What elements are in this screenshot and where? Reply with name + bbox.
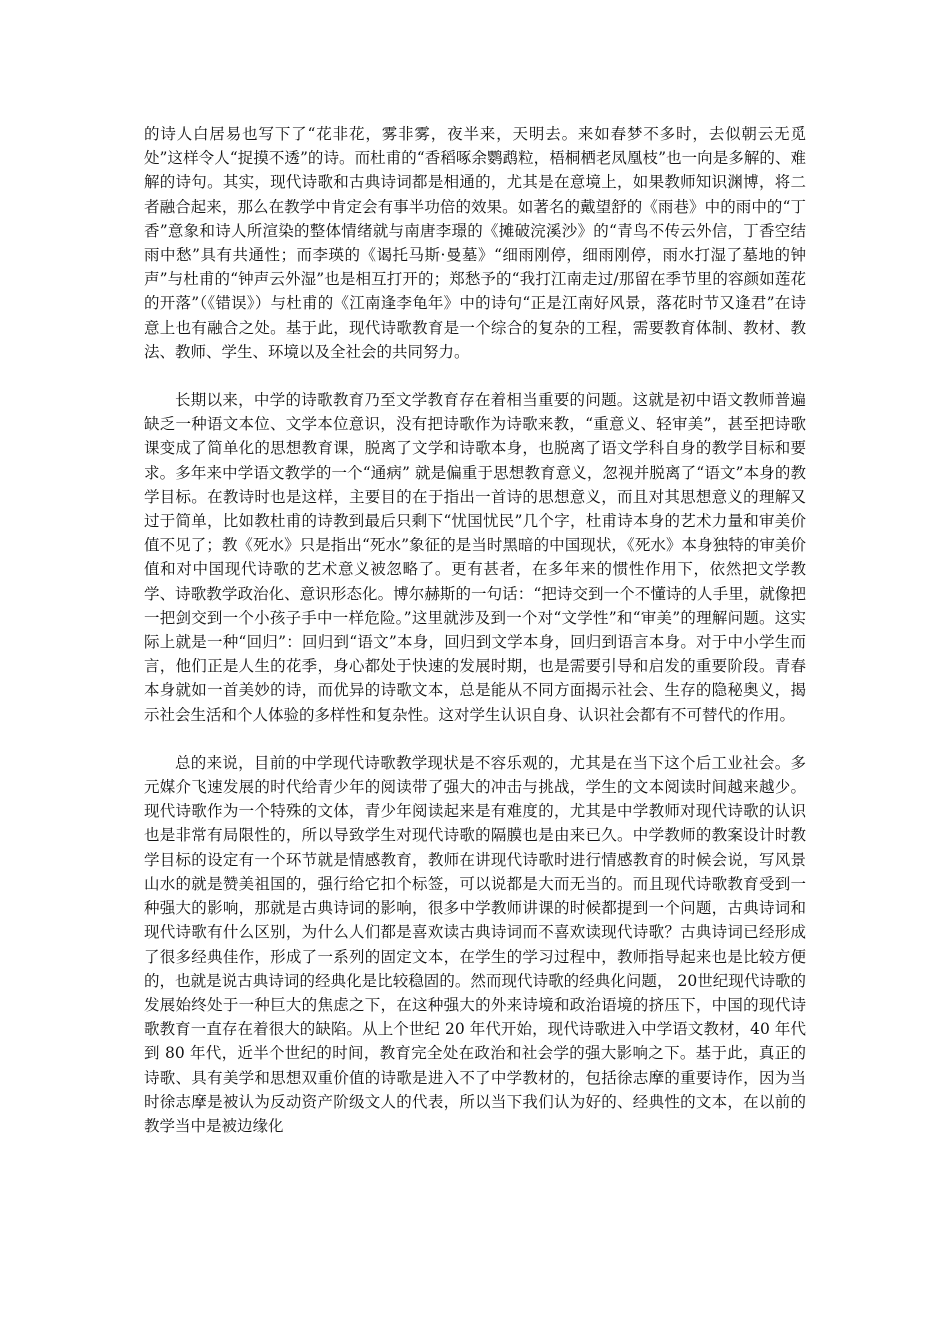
paragraph-1: 的诗人白居易也写下了“花非花，雾非雾，夜半来，天明去。来如春梦不多时，去似朝云无觅处”这样令人“捉摸不透”的诗。而杜甫的“香稻啄余鹦鹉粒，梧桐栖老凤凰枝”也一向是多解的、难解的诗句。其实，现代诗歌和古典诗词都是相通的，尤其是在意境上，如果教师知识渊博，将二者融合起来，那么在教学中肯定会有事半功倍的效果。如著名的戴望舒的《雨巷》中的雨中的“丁香”意象和诗人所渲染的整体情绪就与南唐李璟的《摊破浣溪沙》的“青鸟不传云外信，丁香空结雨中愁”具有共通性；而李瑛的《谒托马斯·曼墓》“细雨刚停，细雨刚停，雨水打湿了墓地的钟声”与杜甫的“钟声云外湿”也是相互打开的；郑愁予的“我打江南走过/那留在季节里的容颜如莲花的开落”（《错误》）与杜甫的《江南逢李龟年》中的诗句“正是江南好风景，落花时节又逢君”在诗意上也有融合之处。基于此，现代诗歌教育是一个综合的复杂的工程，需要教育体制、教材、教法、教师、学生、环境以及全社会的共同努力。 — [144, 125, 806, 361]
body-text — [144, 122, 806, 1138]
paragraph-3: 总的来说，目前的中学现代诗歌教学现状是不容乐观的，尤其是在当下这个后工业社会。多元媒介飞速发展的时代给青少年的阅读带了强大的冲击与挑战，学生的文本阅读时间越来越少。现代诗歌作为一个特殊的文体，青少年阅读起来是有难度的，尤其是中学教师对现代诗歌的认识也是非常有局限性的，所以导致学生对现代诗歌的隔膜也是由来已久。中学教师的教案设计时教学目标的设定有一个环节就是情感教育，教师在讲现代诗歌时进行情感教育的时候会说，写风景山水的就是赞美祖国的，强行给它扣个标签，可以说都是大而无当的。而且现代诗歌教育受到一种强大的影响，那就是古典诗词的影响，很多中学教师讲课的时候都提到一个问题，古典诗词和现代诗歌有什么区别，为什么人们都是喜欢读古典诗词而不喜欢读现代诗歌？古典诗词已经形成了很多经典佳作，形成了一系列的固定文本，在学生的学习过程中，教师指导起来也是比较方便的，也就是说古典诗词的经典化是比较稳固的。然而现代诗歌的经典化问题， 20世纪现代诗歌的发展始终处于一种巨大的焦虑之下，在这种强大的外来诗境和政治语境的挤压下，中国的现代诗歌教育一直存在着很大的缺陷。从上个世纪 20 年代开始，现代诗歌进入中学语文教材，40 年代到 80 年代，近半个世纪的时间，教育完全处在政治和社会学的强大影响之下。基于此，真正的诗歌、具有美学和思想双重价值的诗歌是进入不了中学教材的，包括徐志摩的重要诗作，因为当时徐志摩是被认为反动资产阶级文人的代表，所以当下我们认为好的、经典性的文本，在以前的教学当中是被边缘化 — [144, 753, 806, 1135]
paragraph-2: 长期以来，中学的诗歌教育乃至文学教育存在着相当重要的问题。这就是初中语文教师普遍缺乏一种语文本位、文学本位意识，没有把诗歌作为诗歌来教，“重意义、轻审美”，甚至把诗歌课变成了简单化的思想教育课，脱离了文学和诗歌本身，也脱离了语文学科自身的教学目标和要求。多年来中学语文教学的一个“通病” 就是偏重于思想教育意义，忽视并脱离了“语文”本身的教学目标。在教诗时也是这样，主要目的在于指出一首诗的思想意义，而且对其思想意义的理解又过于简单，比如教杜甫的诗教到最后只剩下“忧国忧民”几个字，杜甫诗本身的艺术力量和审美价值不见了；教《死水》只是指出“死水”象征的是当时黑暗的中国现状，《死水》本身独特的审美价值和对中国现代诗歌的艺术意义被忽略了。更有甚者，在多年来的惯性作用下，依然把文学教学、诗歌教学政治化、意识形态化。博尔赫斯的一句话：“把诗交到一个不懂诗的人手里，就像把一把剑交到一个小孩子手中一样危险。”这里就涉及到一个对“文学性”和“审美”的理解问题。这实际上就是一种“回归”：回归到“语文”本身，回归到文学本身，回归到语言本身。对于中小学生而言，他们正是人生的花季，身心都处于快速的发展时期，也是需要引导和启发的重要阶段。青春本身就如一首美妙的诗，而优异的诗歌文本，总是能从不同方面揭示社会、生存的隐秘奥义，揭示社会生活和个人体验的多样性和复杂性。这对学生认识自身、认识社会都有不可替代的作用。 — [144, 391, 806, 724]
